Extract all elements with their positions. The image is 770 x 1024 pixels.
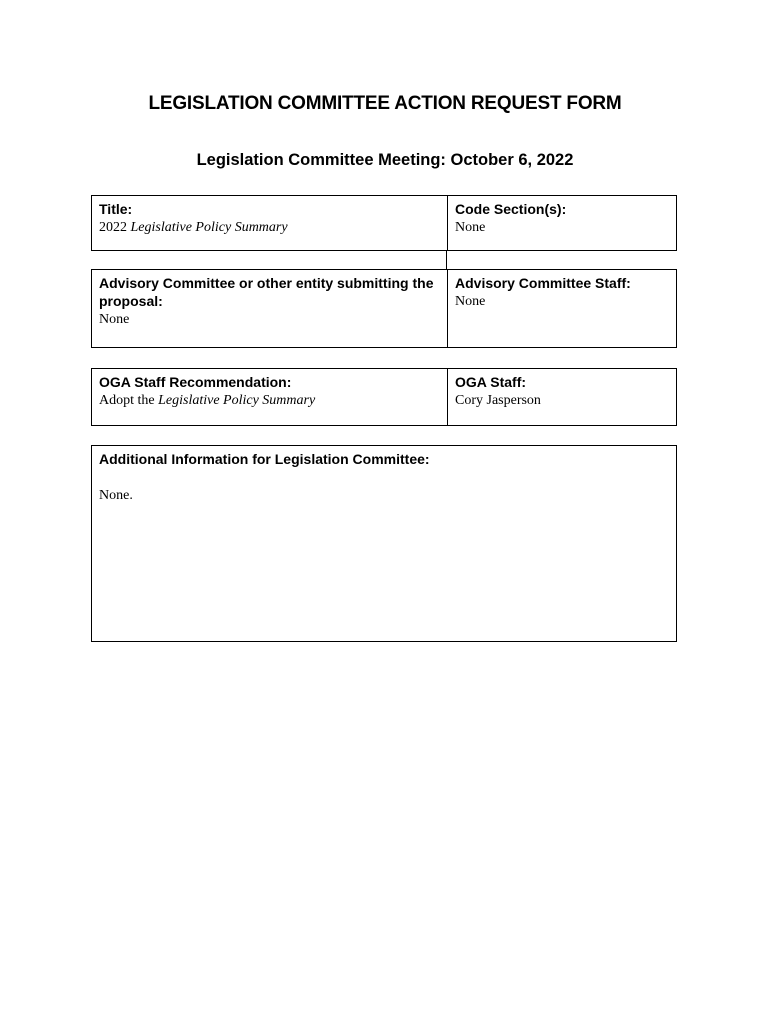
meeting-date-line: Legislation Committee Meeting: October 6, 2022 (196, 151, 574, 169)
title-row (91, 195, 677, 251)
advisory-staff-cell (448, 270, 676, 347)
title-value-prefix: 2022 (99, 220, 131, 235)
additional-info-label: Additional Information for Legislation Committee: (99, 451, 430, 467)
additional-info-box (91, 445, 677, 642)
oga-row (91, 368, 677, 426)
oga-recommendation-label: OGA Staff Recommendation: (99, 374, 292, 390)
advisory-staff-label: Advisory Committee Staff: (455, 275, 631, 291)
advisory-row (91, 269, 677, 348)
oga-recommendation-italic: Legislative Policy Summary (158, 393, 316, 408)
code-section-value: None (455, 220, 486, 235)
code-section-cell (448, 196, 676, 250)
column-connector-line (446, 250, 447, 270)
title-value-italic: Legislative Policy Summary (130, 220, 288, 235)
title-cell (92, 196, 448, 250)
advisory-entity-cell (92, 270, 448, 347)
oga-recommendation-value (99, 391, 440, 411)
oga-staff-label: OGA Staff: (455, 374, 527, 390)
advisory-entity-label: Advisory Committee or other entity submitting the proposal: (99, 275, 434, 309)
advisory-entity-value: None (99, 312, 130, 327)
additional-info-value: None. (99, 488, 133, 503)
form-title: LEGISLATION COMMITTEE ACTION REQUEST FORM (148, 93, 622, 114)
title-label: Title: (99, 201, 133, 217)
oga-recommendation-prefix: Adopt the (99, 393, 159, 408)
code-section-label: Code Section(s): (455, 201, 567, 217)
advisory-staff-value: None (455, 294, 486, 309)
oga-staff-cell (448, 369, 676, 425)
oga-recommendation-cell (92, 369, 448, 425)
title-value (99, 218, 440, 238)
oga-staff-value: Cory Jasperson (455, 393, 541, 408)
